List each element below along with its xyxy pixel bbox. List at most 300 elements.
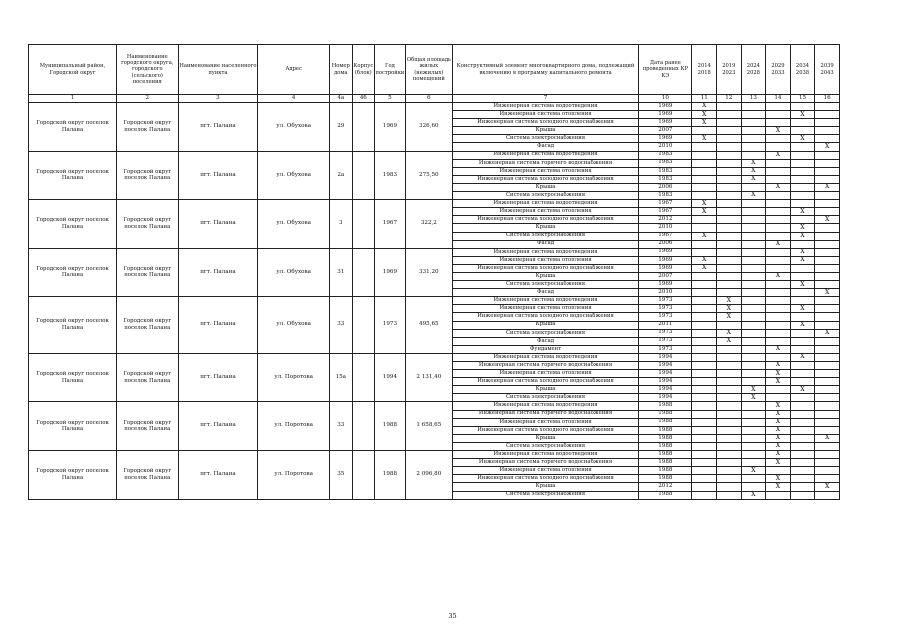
period-mark-cell: X <box>766 127 791 135</box>
period-cell <box>815 151 840 159</box>
period-cell <box>692 321 717 329</box>
header-cell: Общая площадь жилых (нежилых) помещений <box>405 45 452 95</box>
period-cell <box>741 127 766 135</box>
settlement-cell: Городской округ поселок Палана <box>117 402 178 451</box>
header-cell: 2029 2033 <box>766 45 791 95</box>
period-cell <box>692 370 717 378</box>
locality-cell: пгт. Палана <box>178 151 258 200</box>
repair-date-cell: 1994 <box>639 378 692 386</box>
period-cell <box>815 200 840 208</box>
period-cell <box>790 459 815 467</box>
table-row <box>29 151 840 159</box>
period-mark-cell: X <box>766 272 791 280</box>
period-cell <box>790 103 815 111</box>
period-cell <box>692 418 717 426</box>
period-cell <box>790 272 815 280</box>
period-cell <box>692 426 717 434</box>
period-cell <box>766 386 791 394</box>
period-mark-cell: X <box>692 103 717 111</box>
period-cell <box>717 394 742 402</box>
period-cell <box>766 281 791 289</box>
period-cell <box>815 111 840 119</box>
element-name-cell: Крыша <box>452 386 638 394</box>
element-name-cell: Инженерная система водоотведения <box>452 353 638 361</box>
period-cell <box>790 451 815 459</box>
repair-date-cell: 1994 <box>639 353 692 361</box>
column-number: 3 <box>178 95 258 103</box>
district-cell: Городской округ поселок Палана <box>29 151 117 200</box>
period-cell <box>692 127 717 135</box>
element-name-cell: Система электроснабжения <box>452 232 638 240</box>
period-cell <box>741 224 766 232</box>
element-name-cell: Инженерная система холодного водоснабжения <box>452 264 638 272</box>
repair-date-cell: 1973 <box>639 297 692 305</box>
column-number: 10 <box>639 95 692 103</box>
period-cell <box>766 491 791 499</box>
street-cell: ул. Обухова <box>258 297 330 354</box>
period-cell <box>790 240 815 248</box>
district-cell: Городской округ поселок Палана <box>29 451 117 500</box>
element-name-cell: Инженерная система водоотведения <box>452 402 638 410</box>
period-cell <box>717 135 742 143</box>
street-cell: ул. Обухова <box>258 248 330 297</box>
header-cell: Муниципальный район, Городской округ <box>29 45 117 95</box>
area-cell: 1 658,65 <box>405 402 452 451</box>
period-cell <box>717 200 742 208</box>
period-cell <box>717 475 742 483</box>
element-name-cell: Инженерная система отопления <box>452 418 638 426</box>
period-mark-cell: X <box>717 337 742 345</box>
period-cell <box>815 297 840 305</box>
column-number: 1 <box>29 95 117 103</box>
period-mark-cell: X <box>766 434 791 442</box>
period-cell <box>790 167 815 175</box>
period-mark-cell: X <box>741 394 766 402</box>
period-cell <box>741 345 766 353</box>
period-cell <box>717 491 742 499</box>
year-cell: 1969 <box>375 103 406 152</box>
period-cell <box>790 467 815 475</box>
column-number: 11 <box>692 95 717 103</box>
page-number: 35 <box>448 612 457 620</box>
period-cell <box>766 467 791 475</box>
table-row <box>29 353 840 361</box>
period-mark-cell: X <box>717 329 742 337</box>
column-number: 7 <box>452 95 638 103</box>
house-number-cell: 29 <box>330 103 353 152</box>
period-cell <box>741 256 766 264</box>
period-mark-cell: X <box>717 313 742 321</box>
period-cell <box>815 305 840 313</box>
period-cell <box>815 175 840 183</box>
table-row <box>29 200 840 208</box>
period-cell <box>790 418 815 426</box>
capital-repair-table <box>28 44 840 500</box>
period-cell <box>815 224 840 232</box>
repair-date-cell: 2007 <box>639 272 692 280</box>
settlement-cell: Городской округ поселок Палана <box>117 200 178 249</box>
column-number: 12 <box>717 95 742 103</box>
repair-date-cell: 2006 <box>639 240 692 248</box>
period-cell <box>766 329 791 337</box>
period-mark-cell: X <box>692 264 717 272</box>
period-cell <box>717 353 742 361</box>
repair-date-cell: 1973 <box>639 329 692 337</box>
settlement-cell: Городской округ поселок Палана <box>117 248 178 297</box>
period-cell <box>815 240 840 248</box>
period-mark-cell: X <box>717 297 742 305</box>
period-cell <box>741 313 766 321</box>
period-mark-cell: X <box>741 386 766 394</box>
period-cell <box>717 264 742 272</box>
period-cell <box>741 111 766 119</box>
period-cell <box>766 305 791 313</box>
period-cell <box>741 475 766 483</box>
district-cell: Городской округ поселок Палана <box>29 353 117 402</box>
period-cell <box>766 103 791 111</box>
element-name-cell: Инженерная система холодного водоснабжения <box>452 426 638 434</box>
element-name-cell: Фундамент <box>452 345 638 353</box>
repair-date-cell: 1988 <box>639 418 692 426</box>
period-cell <box>766 224 791 232</box>
period-mark-cell: X <box>766 483 791 491</box>
period-cell <box>692 305 717 313</box>
header-cell: Конструктивный элемент многоквартирного дома, подлежащий включению в программу капитального ремонта <box>452 45 638 95</box>
column-number: 14 <box>766 95 791 103</box>
block-cell <box>352 353 375 402</box>
period-cell <box>692 442 717 450</box>
period-cell <box>692 224 717 232</box>
element-name-cell: Система электроснабжения <box>452 491 638 499</box>
repair-date-cell: 1988 <box>639 451 692 459</box>
period-cell <box>717 248 742 256</box>
period-cell <box>717 111 742 119</box>
period-mark-cell: X <box>790 135 815 143</box>
repair-date-cell: 1994 <box>639 362 692 370</box>
element-name-cell: Крыша <box>452 183 638 191</box>
house-number-cell: 35 <box>330 451 353 500</box>
district-cell: Городской округ поселок Палана <box>29 402 117 451</box>
locality-cell: пгт. Палана <box>178 297 258 354</box>
period-cell <box>815 386 840 394</box>
period-cell <box>692 459 717 467</box>
period-cell <box>692 345 717 353</box>
period-cell <box>692 183 717 191</box>
period-cell <box>790 362 815 370</box>
settlement-cell: Городской округ поселок Палана <box>117 297 178 354</box>
element-name-cell: Инженерная система отопления <box>452 370 638 378</box>
element-name-cell: Крыша <box>452 483 638 491</box>
repair-date-cell: 2012 <box>639 216 692 224</box>
period-mark-cell: X <box>815 216 840 224</box>
period-cell <box>815 467 840 475</box>
period-cell <box>692 378 717 386</box>
period-cell <box>815 345 840 353</box>
period-cell <box>741 329 766 337</box>
period-mark-cell: X <box>692 256 717 264</box>
column-number: 5 <box>375 95 406 103</box>
period-cell <box>717 345 742 353</box>
period-cell <box>766 313 791 321</box>
header-cell: 2014 2018 <box>692 45 717 95</box>
period-mark-cell: X <box>717 305 742 313</box>
element-name-cell: Крыша <box>452 224 638 232</box>
period-mark-cell: X <box>766 418 791 426</box>
repair-date-cell: 2012 <box>639 483 692 491</box>
period-cell <box>766 232 791 240</box>
period-cell <box>815 353 840 361</box>
period-cell <box>717 240 742 248</box>
element-name-cell: Инженерная система отопления <box>452 256 638 264</box>
year-cell: 1973 <box>375 297 406 354</box>
element-name-cell: Инженерная система водоотведения <box>452 248 638 256</box>
period-cell <box>741 402 766 410</box>
period-cell <box>815 264 840 272</box>
column-number: 15 <box>790 95 815 103</box>
settlement-cell: Городской округ поселок Палана <box>117 103 178 152</box>
period-mark-cell: X <box>766 475 791 483</box>
header-cell: Номер дома <box>330 45 353 95</box>
element-name-cell: Система электроснабжения <box>452 394 638 402</box>
column-number: 4б <box>352 95 375 103</box>
period-cell <box>717 362 742 370</box>
street-cell: ул. Обухова <box>258 103 330 152</box>
element-name-cell: Крыша <box>452 321 638 329</box>
period-cell <box>717 442 742 450</box>
element-name-cell: Крыша <box>452 127 638 135</box>
element-name-cell: Инженерная система холодного водоснабжения <box>452 175 638 183</box>
period-cell <box>790 127 815 135</box>
period-cell <box>790 442 815 450</box>
block-cell <box>352 151 375 200</box>
repair-date-cell: 1983 <box>639 167 692 175</box>
period-cell <box>692 337 717 345</box>
district-cell: Городской округ поселок Палана <box>29 248 117 297</box>
street-cell: ул. Поротова <box>258 353 330 402</box>
repair-date-cell: 1973 <box>639 305 692 313</box>
period-cell <box>692 475 717 483</box>
period-cell <box>741 434 766 442</box>
period-cell <box>790 329 815 337</box>
period-mark-cell: X <box>766 183 791 191</box>
period-mark-cell: X <box>766 362 791 370</box>
repair-date-cell: 1973 <box>639 337 692 345</box>
header-cell: Дата ранее проведенных КР КЭ <box>639 45 692 95</box>
repair-date-cell: 1969 <box>639 264 692 272</box>
period-cell <box>717 386 742 394</box>
period-mark-cell: X <box>766 426 791 434</box>
period-cell <box>815 313 840 321</box>
period-cell <box>717 119 742 127</box>
period-cell <box>692 192 717 200</box>
period-mark-cell: X <box>741 491 766 499</box>
period-cell <box>790 159 815 167</box>
period-cell <box>692 434 717 442</box>
element-name-cell: Система электроснабжения <box>452 135 638 143</box>
period-cell <box>766 248 791 256</box>
locality-cell: пгт. Палана <box>178 402 258 451</box>
period-cell <box>815 362 840 370</box>
element-name-cell: Инженерная система отопления <box>452 167 638 175</box>
period-cell <box>766 297 791 305</box>
period-cell <box>766 135 791 143</box>
period-cell <box>692 394 717 402</box>
area-cell: 2 096,80 <box>405 451 452 500</box>
period-mark-cell: X <box>815 289 840 297</box>
period-cell <box>741 362 766 370</box>
period-cell <box>717 167 742 175</box>
repair-date-cell: 1983 <box>639 175 692 183</box>
period-mark-cell: X <box>815 483 840 491</box>
period-cell <box>741 426 766 434</box>
period-cell <box>790 183 815 191</box>
repair-date-cell: 1969 <box>639 119 692 127</box>
year-cell: 1988 <box>375 402 406 451</box>
period-cell <box>790 483 815 491</box>
element-name-cell: Инженерная система горячего водоснабжения <box>452 159 638 167</box>
period-cell <box>741 459 766 467</box>
period-cell <box>790 151 815 159</box>
period-mark-cell: X <box>766 410 791 418</box>
period-cell <box>741 143 766 151</box>
period-cell <box>717 143 742 151</box>
period-cell <box>717 256 742 264</box>
street-cell: ул. Обухова <box>258 151 330 200</box>
element-name-cell: Инженерная система холодного водоснабжения <box>452 216 638 224</box>
period-cell <box>692 159 717 167</box>
block-cell <box>352 103 375 152</box>
period-mark-cell: X <box>766 151 791 159</box>
period-cell <box>741 183 766 191</box>
period-cell <box>692 313 717 321</box>
period-mark-cell: X <box>766 459 791 467</box>
repair-date-cell: 1973 <box>639 345 692 353</box>
house-number-cell: 3 <box>330 200 353 249</box>
period-cell <box>766 119 791 127</box>
repair-date-cell: 1988 <box>639 467 692 475</box>
period-cell <box>766 216 791 224</box>
locality-cell: пгт. Палана <box>178 248 258 297</box>
period-cell <box>741 272 766 280</box>
repair-date-cell: 2011 <box>639 321 692 329</box>
period-mark-cell: X <box>741 175 766 183</box>
period-cell <box>766 167 791 175</box>
period-cell <box>815 402 840 410</box>
element-name-cell: Инженерная система холодного водоснабжения <box>452 119 638 127</box>
column-number: 2 <box>117 95 178 103</box>
street-cell: ул. Поротова <box>258 402 330 451</box>
period-cell <box>741 321 766 329</box>
period-cell <box>741 337 766 345</box>
period-cell <box>815 370 840 378</box>
period-cell <box>717 418 742 426</box>
period-cell <box>741 370 766 378</box>
element-name-cell: Инженерная система водоотведения <box>452 451 638 459</box>
period-cell <box>717 451 742 459</box>
period-cell <box>692 402 717 410</box>
block-cell <box>352 297 375 354</box>
repair-date-cell: 1969 <box>639 281 692 289</box>
period-cell <box>815 232 840 240</box>
table-row <box>29 248 840 256</box>
period-cell <box>741 483 766 491</box>
period-cell <box>692 410 717 418</box>
year-cell: 1994 <box>375 353 406 402</box>
locality-cell: пгт. Палана <box>178 103 258 152</box>
element-name-cell: Фасад <box>452 143 638 151</box>
period-cell <box>717 402 742 410</box>
element-name-cell: Система электроснабжения <box>452 281 638 289</box>
period-cell <box>717 216 742 224</box>
header-row <box>29 45 840 95</box>
element-name-cell: Инженерная система водоотведения <box>452 103 638 111</box>
period-cell <box>790 264 815 272</box>
element-name-cell: Инженерная система отопления <box>452 208 638 216</box>
block-cell <box>352 200 375 249</box>
table-row <box>29 103 840 111</box>
period-cell <box>692 248 717 256</box>
header-cell: Год постройки <box>375 45 406 95</box>
repair-date-cell: 1988 <box>639 402 692 410</box>
header-cell: Адрес <box>258 45 330 95</box>
header-cell: Корпус (блок) <box>352 45 375 95</box>
period-mark-cell: X <box>766 378 791 386</box>
period-cell <box>741 119 766 127</box>
repair-date-cell: 1994 <box>639 386 692 394</box>
repair-date-cell: 1994 <box>639 394 692 402</box>
repair-date-cell: 1969 <box>639 103 692 111</box>
period-cell <box>741 248 766 256</box>
element-name-cell: Фасад <box>452 289 638 297</box>
period-cell <box>741 200 766 208</box>
header-cell: Наименование городского округа, городского (сельского) поселения <box>117 45 178 95</box>
period-cell <box>815 321 840 329</box>
period-cell <box>815 256 840 264</box>
period-cell <box>790 410 815 418</box>
header-cell: Наименование населенного пункта <box>178 45 258 95</box>
period-cell <box>790 119 815 127</box>
period-cell <box>741 103 766 111</box>
period-cell <box>815 394 840 402</box>
period-mark-cell: X <box>790 281 815 289</box>
column-number: 4 <box>258 95 330 103</box>
repair-date-cell: 2010 <box>639 289 692 297</box>
table-body <box>29 103 840 500</box>
period-cell <box>741 418 766 426</box>
repair-date-cell: 2007 <box>639 127 692 135</box>
period-mark-cell: X <box>692 208 717 216</box>
period-mark-cell: X <box>815 434 840 442</box>
house-number-cell: 33 <box>330 297 353 354</box>
element-name-cell: Инженерная система горячего водоснабжения <box>452 459 638 467</box>
period-cell <box>815 378 840 386</box>
repair-date-cell: 1983 <box>639 151 692 159</box>
table-row <box>29 402 840 410</box>
year-cell: 1967 <box>375 200 406 249</box>
period-cell <box>717 159 742 167</box>
period-cell <box>717 467 742 475</box>
element-name-cell: Фасад <box>452 337 638 345</box>
period-cell <box>815 103 840 111</box>
period-cell <box>790 192 815 200</box>
area-cell: 322,2 <box>405 200 452 249</box>
period-cell <box>741 297 766 305</box>
house-number-cell: 2а <box>330 151 353 200</box>
district-cell: Городской округ поселок Палана <box>29 103 117 152</box>
period-cell <box>692 281 717 289</box>
period-mark-cell: X <box>790 321 815 329</box>
period-mark-cell: X <box>766 442 791 450</box>
